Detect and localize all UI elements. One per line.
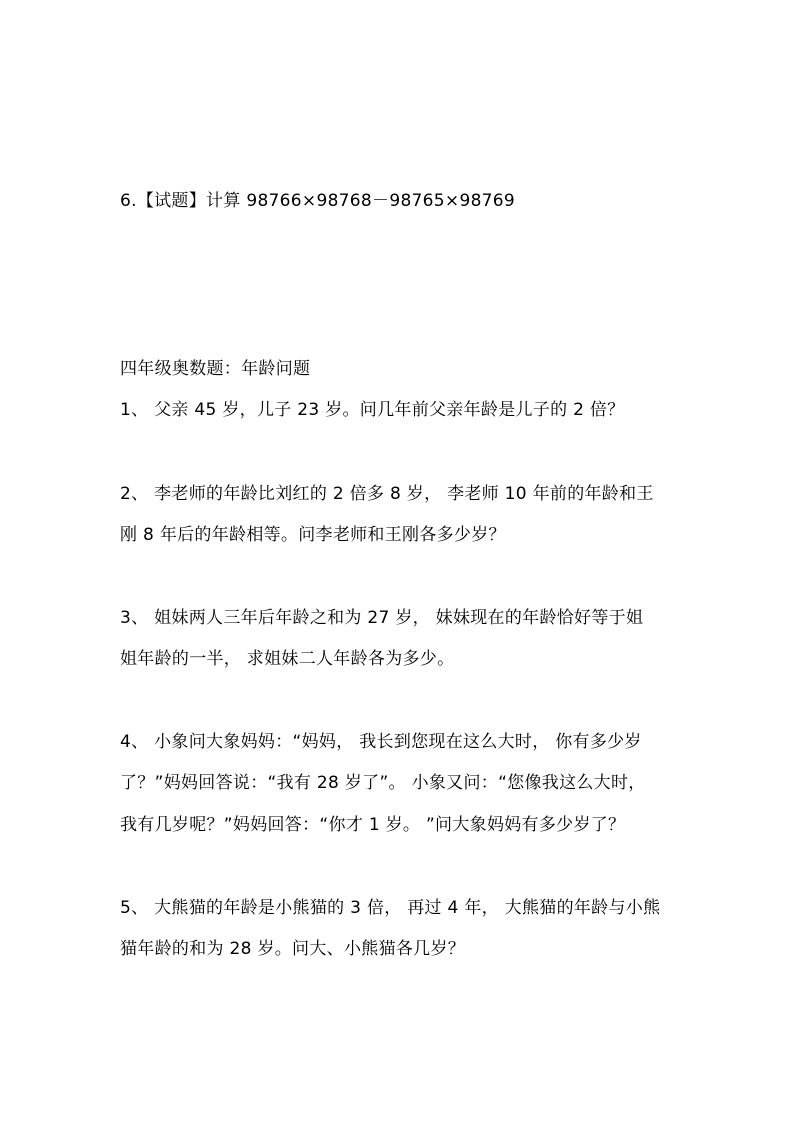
problem-3-line-1: 3、 姐妹两人三年后年龄之和为 27 岁， 妹妹现在的年龄恰好等于姐 xyxy=(120,608,644,628)
question-6-text: 6.【试题】计算 98766×98768－98765×98769 xyxy=(120,191,516,211)
problem-5-line-1: 5、 大熊猫的年龄是小熊猫的 3 倍， 再过 4 年， 大熊猫的年龄与小熊 xyxy=(120,898,661,918)
problem-4-line-3: 我有几岁呢？”妈妈回答：“你才 1 岁。 ”问大象妈妈有多少岁了？ xyxy=(120,815,626,835)
problem-4-line-1: 4、 小象问大象妈妈：“妈妈， 我长到您现在这么大时， 你有多少岁 xyxy=(120,732,642,752)
problem-3-line-2: 姐年龄的一半， 求姐妹二人年龄各为多少。 xyxy=(120,649,455,669)
section-title: 四年级奥数题：年龄问题 xyxy=(120,359,311,379)
problem-2-line-1: 2、 李老师的年龄比刘红的 2 倍多 8 岁， 李老师 10 年前的年龄和王 xyxy=(120,484,654,504)
problem-4-line-2: 了？”妈妈回答说：“我有 28 岁了”。 小象又问：“您像我这么大时， xyxy=(120,773,646,793)
problem-5-line-2: 猫年龄的和为 28 岁。问大、小熊猫各几岁？ xyxy=(120,939,466,959)
problem-1-line-1: 1、 父亲 45 岁，儿子 23 岁。问几年前父亲年龄是儿子的 2 倍？ xyxy=(120,400,625,420)
problem-2-line-2: 刚 8 年后的年龄相等。问李老师和王刚各多少岁？ xyxy=(120,525,506,545)
